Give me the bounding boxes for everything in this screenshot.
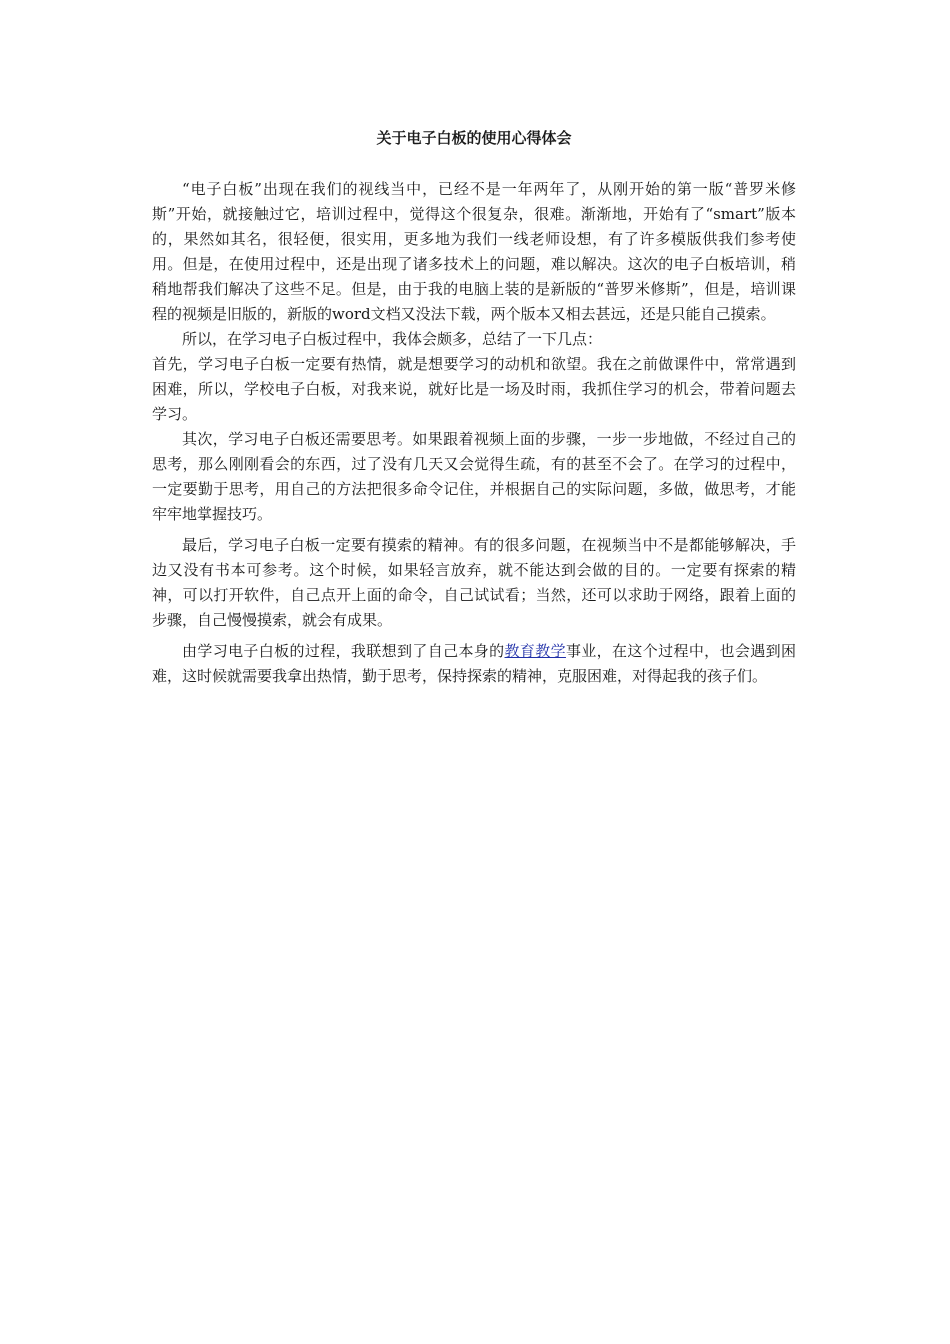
document-title: 关于电子白板的使用心得体会 <box>376 129 572 147</box>
paragraph-third-point: 最后，学习电子白板一定要有摸索的精神。有的很多问题，在视频当中不是都能够解决，手边又没有书本可参考。这个时候，如果轻言放弃，就不能达到会做的目的。一定要有探索的精神，可以打开软件，自己点开上面的命令，自己试试看；当然，还可以求助于网络，跟着上面的步骤，自己慢慢摸索，就会有成果。 <box>152 536 796 629</box>
paragraph-conclusion <box>152 639 796 689</box>
paragraph-second-point: 其次，学习电子白板还需要思考。如果跟着视频上面的步骤，一步一步地做，不经过自己的思考，那么刚刚看会的东西，过了没有几天又会觉得生疏，有的甚至不会了。在学习的过程中，一定要勤于思考，用自己的方法把很多命令记住，并根据自己的实际问题，多做，做思考，才能牢牢地掌握技巧。 <box>152 430 796 523</box>
paragraph-first-point: 首先，学习电子白板一定要有热情，就是想要学习的动机和欲望。我在之前做课件中，常常遇到困难，所以，学校电子白板，对我来说，就好比是一场及时雨，我抓住学习的机会，带着问题去学习。 <box>152 355 796 423</box>
document-body <box>152 126 796 689</box>
conclusion-text-before-link: 由学习电子白板的过程，我联想到了自己本身的 <box>182 642 505 660</box>
paragraph-intro: “电子白板”出现在我们的视线当中，已经不是一年两年了，从刚开始的第一版“普罗米修斯”开始，就接触过它，培训过程中，觉得这个很复杂，很难。渐渐地，开始有了“smart”版本的，果然如其名，很轻便，很实用，更多地为我们一线老师设想，有了许多模版供我们参考使用。但是，在使用过程中，还是出现了诸多技术上的问题，难以解决。这次的电子白板培训，稍稍地帮我们解决了这些不足。但是，由于我的电脑上装的是新版的“普罗米修斯”，但是，培训课程的视频是旧版的，新版的word文档又没法下载，两个版本又相去甚远，还是只能自己摸索。 <box>152 180 796 323</box>
paragraph-summary-lead: 所以，在学习电子白板过程中，我体会颇多，总结了一下几点： <box>182 330 603 348</box>
education-teaching-link[interactable]: 教育教学 <box>504 642 566 660</box>
conclusion-text-after-link: 事业，在这个过程中，也会遇到困难，这时候就需要我拿出热情，勤于思考，保持探索的精神，克服困难，对得起我的孩子们。 <box>152 642 796 685</box>
